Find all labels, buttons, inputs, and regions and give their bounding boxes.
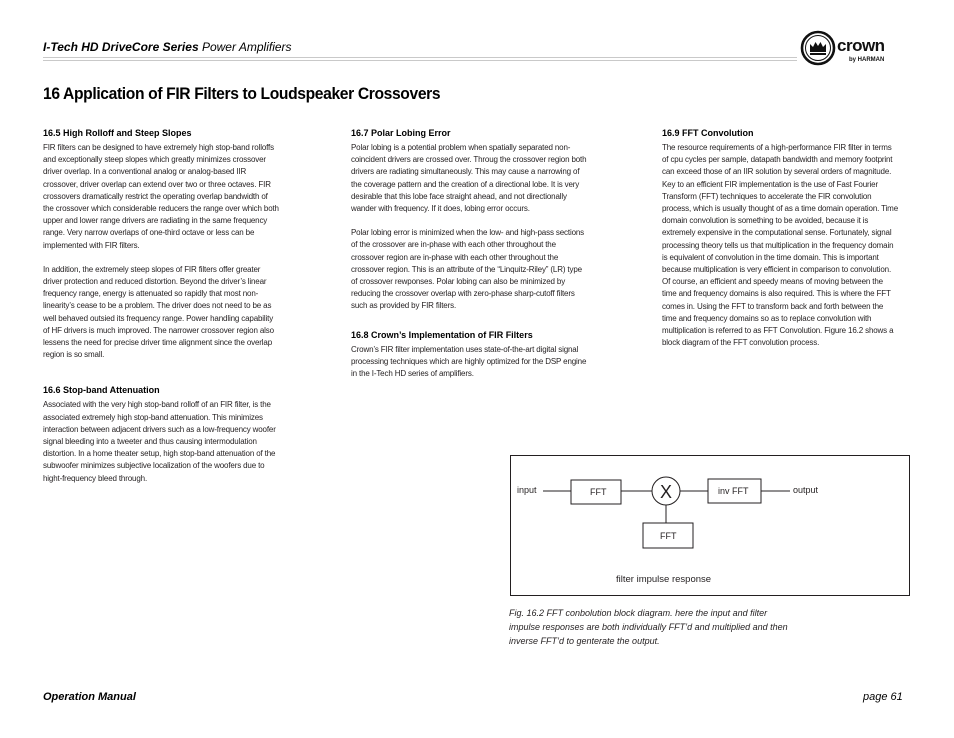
heading-16-8: 16.8 Crown’s Implementation of FIR Filters bbox=[351, 329, 533, 340]
para-16-5-a: FIR filters can be designed to have extremely high stop-band rolloffs and exceptionally steep slopes which greatly minimizes crossover driver overlap. In a conventional analog or analog-based IIR crossover, driver overlap can extend over two or three octaves. FIR crossovers dramatically restrict the operating overlap bandwidth of the crossover which considerable reducers the range over which both upper and lower range drivers are radiating in the same frequency range. Very narrow overlaps of one-third octave or less can be implemented with FIR filters. bbox=[43, 143, 279, 250]
input-label: input bbox=[517, 485, 537, 495]
heading-16-6: 16.6 Stop-band Attenuation bbox=[43, 385, 160, 396]
fft-convolution-diagram bbox=[510, 455, 910, 596]
para-16-7-a: Polar lobing is a potential problem when spatially separated non-coincident drivers are crossed over. Throug the crossover region both drivers are radiating simultaneously. This may cause a narrowing of the coverage pattern and the creation of a directional lobe. It is very desirable that this lobe face straight ahead, and not directionally wander with frequency. If it does, lobing error occurs. bbox=[351, 143, 587, 214]
figure-caption: Fig. 16.2 FFT conbolution block diagram. here the input and filter impulse responses are both individually FFT’d and multiplied and then inverse FFT’d to genterate the output. bbox=[509, 608, 788, 646]
column-right bbox=[662, 128, 898, 361]
running-header bbox=[43, 40, 292, 54]
para-16-9: The resource requirements of a high-performance FIR filter in terms of cpu cycles per sample, datapath bandwidth and memory footprint can exceed those of an IIR solution by several orders of magnitude. Key to an efficient FIR implementation is the use of Fast Fourier Transform (FFT) techniques to accelerate the FIR convolution process, which is usually thought of as a time domain operation. Time domain convolution is something to be avoided, because it is extremely expensive in the computational sense. Fortunately, signal processing theory tells us that multiplication in the frequency domain is equivalent of convolution in the time domain. This is important because multiplication is very efficient in comparison to convolution. Of course, an efficient and speedy means of moving between the time and frequency domains is also required. This is where the FFT comes in. Using the FFT to transform back and forth between the time and frequency domains so as to replace convolution with multiplication is referred to as FFT Convolution. Figure 16.2 shows a block diagram of the FFT convolution process. bbox=[662, 143, 898, 348]
crown-icon bbox=[810, 42, 826, 52]
para-16-5-b: In addition, the extremely steep slopes of FIR filters offer greater driver protection and reduced distortion. Beyond the driver’s linear frequency range, energy is attenuated so rapidly that most non-linearity’s cease to be a problem. The driver does not need to be as well behaved outsied its frequency range. Power handling capability of HF drivers is much improved. The narrower crossover region also lessens the need for precise driver time alignment since the overlap region is so small. bbox=[43, 264, 274, 360]
header-rule bbox=[43, 57, 797, 58]
multiply-symbol: X bbox=[660, 482, 673, 502]
filter-impulse-label: filter impulse response bbox=[616, 574, 712, 585]
heading-16-5: 16.5 High Rolloff and Steep Slopes bbox=[43, 128, 192, 138]
column-middle bbox=[351, 128, 587, 392]
series-name: I-Tech HD DriveCore Series bbox=[43, 40, 199, 54]
footer-manual-title: Operation Manual bbox=[43, 691, 136, 703]
heading-16-9: 16.9 FFT Convolution bbox=[662, 128, 754, 138]
para-16-7-b: Polar lobing error is minimized when the low- and high-pass sections of the crossover are in-phase with each other throughout the crossover region are in-phase with each other throughout the crossover region. This is an attribute of the “Linquitz-Riley” (LR) type of crossover rewponses. Polar lobing can also be minimized by reducing the crossover overlap with zero-phase sharp-cutoff filters such as provided by FIR filters. bbox=[351, 228, 585, 311]
page-title: 16 Application of FIR Filters to Loudspeaker Crossovers bbox=[43, 84, 441, 103]
output-label: output bbox=[793, 485, 819, 495]
fft-block-bottom-label: FFT bbox=[660, 531, 677, 541]
crown-logo bbox=[800, 30, 920, 66]
page-number: page 61 bbox=[863, 691, 903, 703]
series-suffix: Power Amplifiers bbox=[198, 40, 292, 54]
heading-16-7: 16.7 Polar Lobing Error bbox=[351, 128, 451, 138]
inv-fft-label: inv FFT bbox=[718, 486, 749, 496]
logo-byline: by HARMAN bbox=[849, 57, 885, 63]
column-left bbox=[43, 128, 279, 497]
header-rule-2 bbox=[43, 60, 797, 61]
fft-block-top-label: FFT bbox=[590, 487, 607, 497]
para-16-8: Crown’s FIR filter implementation uses state-of-the-art digital signal processing techniques which are highly optimized for the DSP engine in the I-Tech HD series of amplifiers. bbox=[351, 344, 587, 379]
logo-wordmark: crown bbox=[837, 36, 885, 55]
para-16-6: Associated with the very high stop-band rolloff of an FIR filter, is the associated extremely high stop-band attenuation. This minimizes interaction between adjacent drivers such as a low-frequency woofer signal bleeding into a tweeter and thus causing intermodulation distortion. In a home theater setup, high stop-band attenuation of the subwoofer minimizes subjective localization of the woofers due to hight-frequency bleed through. bbox=[43, 400, 276, 483]
